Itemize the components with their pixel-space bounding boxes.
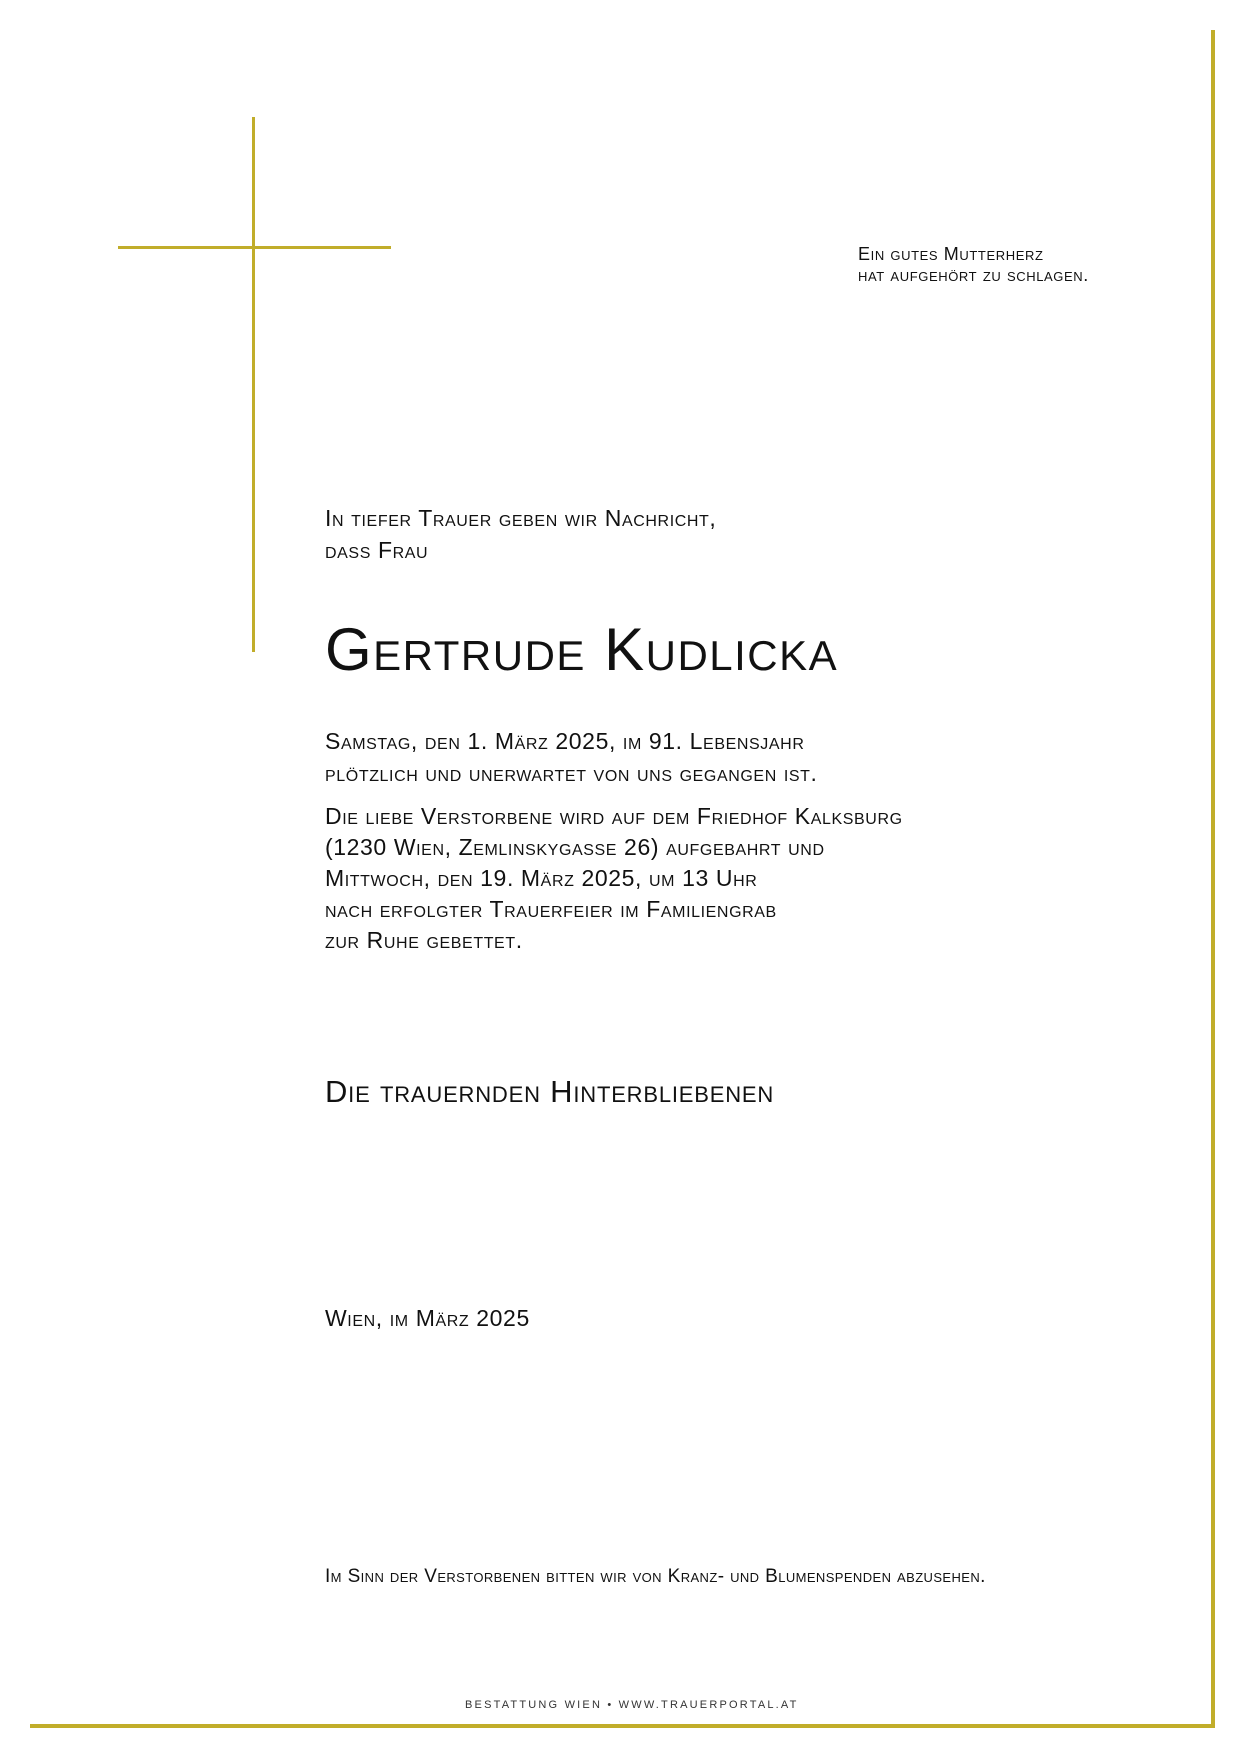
death-notice	[325, 725, 818, 789]
intro-text	[325, 502, 716, 566]
death-notice-line-2: plötzlich und unerwartet von uns gegangen ist.	[325, 760, 818, 786]
burial-line-4: nach erfolgter Trauerfeier im Familiengrab	[325, 896, 777, 922]
cross-horizontal-bar	[118, 246, 391, 249]
motto	[858, 244, 1089, 286]
intro-line-1: In tiefer Trauer geben wir Nachricht,	[325, 505, 717, 531]
burial-line-2: (1230 Wien, Zemlinskygasse 26) aufgebahrt und	[325, 834, 825, 860]
place-date: Wien, im März 2025	[325, 1305, 530, 1331]
motto-line-1: Ein gutes Mutterherz	[858, 244, 1044, 264]
deceased-name: Gertrude Kudlicka	[325, 616, 839, 683]
intro-line-2: dass Frau	[325, 537, 429, 563]
bereaved-signature: Die trauernden Hinterbliebenen	[325, 1074, 775, 1109]
frame-bottom-border	[30, 1724, 1215, 1728]
burial-line-1: Die liebe Verstorbene wird auf dem Friedhof Kalksburg	[325, 803, 903, 829]
cross-vertical-bar	[252, 117, 255, 652]
burial-line-3: Mittwoch, den 19. März 2025, um 13 Uhr	[325, 865, 758, 891]
donation-request: Im Sinn der Verstorbenen bitten wir von Kranz- und Blumenspenden abzusehen.	[325, 1566, 986, 1587]
footer-imprint: BESTATTUNG WIEN • WWW.TRAUERPORTAL.AT	[465, 1699, 799, 1711]
death-notice-line-1: Samstag, den 1. März 2025, im 91. Lebensjahr	[325, 728, 805, 754]
burial-line-5: zur Ruhe gebettet.	[325, 927, 523, 953]
burial-details	[325, 801, 903, 956]
frame-right-border	[1211, 30, 1215, 1728]
motto-line-2: hat aufgehört zu schlagen.	[858, 265, 1089, 285]
